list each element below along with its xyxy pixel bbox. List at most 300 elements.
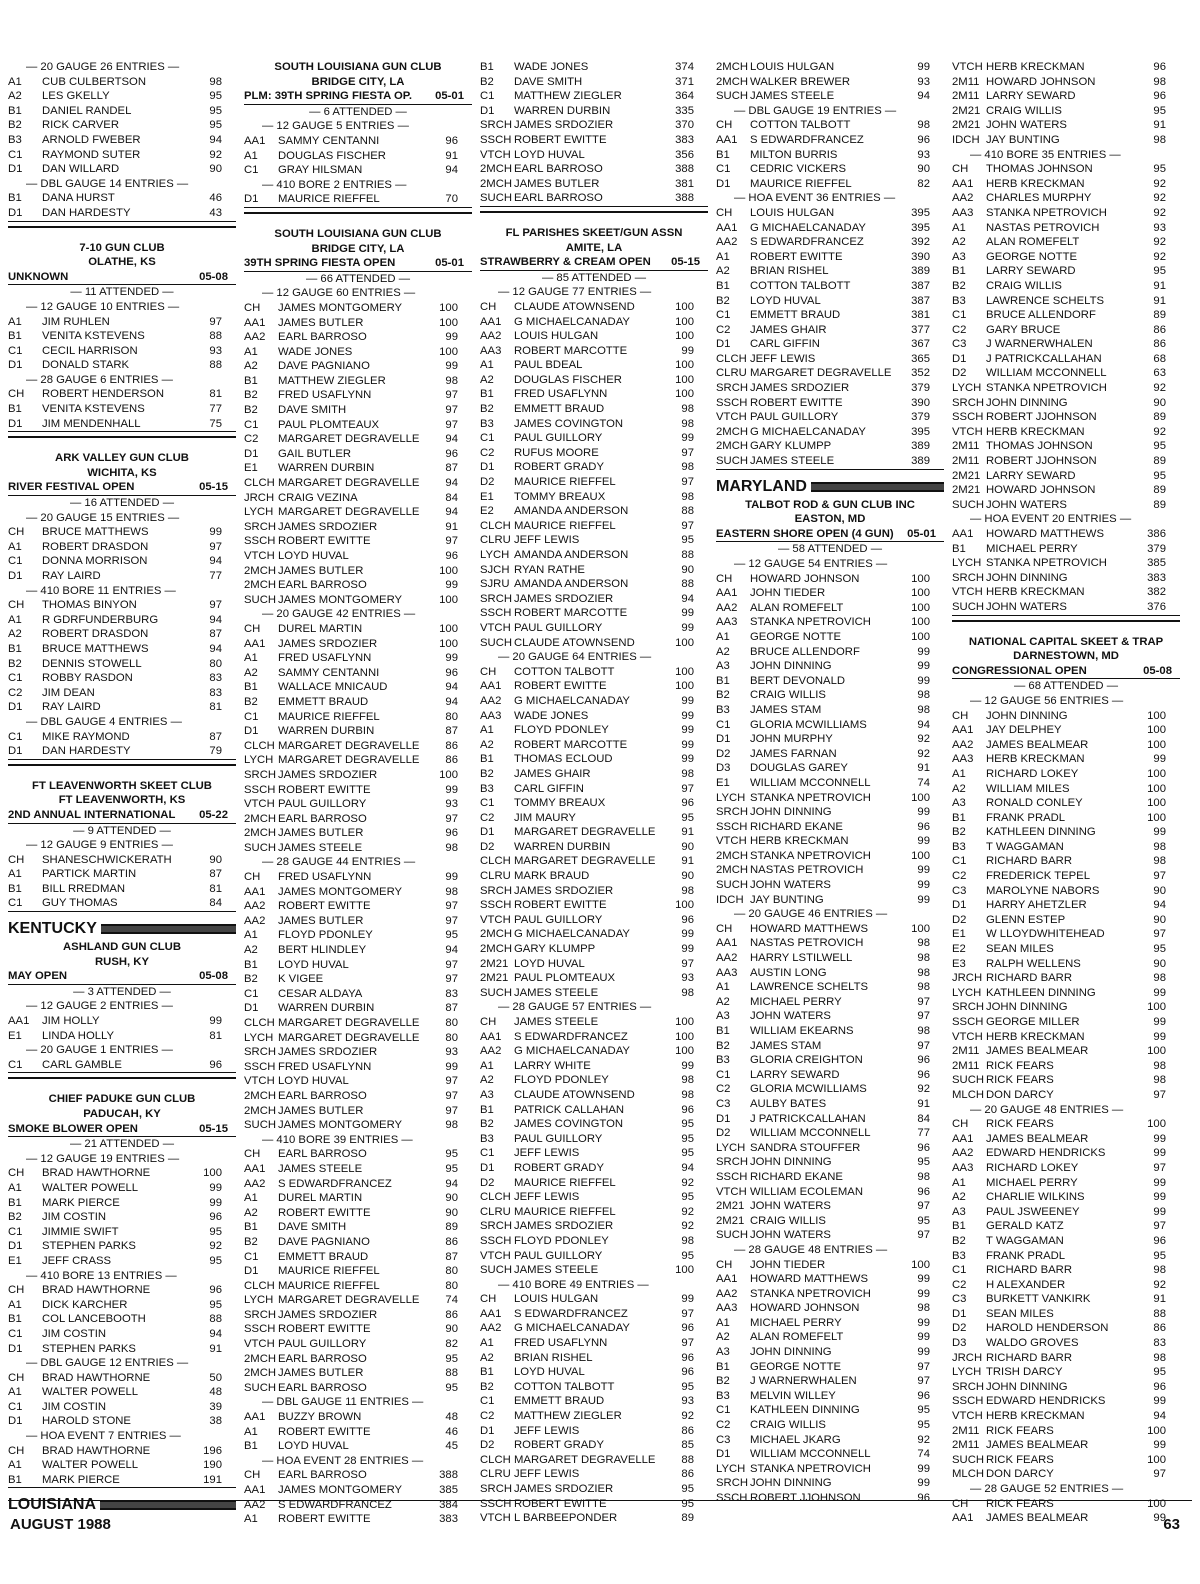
shooter-name: PAUL PLOMTEAUX: [514, 972, 616, 985]
result-row: [952, 366, 1180, 381]
class-code: AA3: [716, 966, 738, 979]
class-code: C3: [952, 338, 967, 351]
class-code: E1: [480, 490, 494, 503]
shooter-name: MAURICE RIEFFEL: [278, 1265, 380, 1278]
score: 100: [675, 359, 694, 372]
result-row: [952, 1292, 1180, 1307]
class-code: A2: [8, 628, 22, 641]
score: 90: [209, 163, 222, 176]
class-code: A1: [480, 1337, 494, 1350]
shooter-name: MAURICE RIEFFEL: [278, 1279, 380, 1292]
event-date: 05-01: [907, 527, 936, 540]
result-row: [8, 1239, 236, 1254]
shooter-name: RICK CARVER: [42, 119, 120, 132]
shooter-name: JOHN WATERS: [750, 1229, 831, 1242]
score: 100: [1147, 1497, 1166, 1510]
class-code: AA2: [244, 914, 266, 927]
shooter-name: JAMES BUTLER: [278, 316, 364, 329]
gauge-header: — 20 GAUGE 64 ENTRIES —: [498, 651, 652, 664]
score: 99: [1153, 986, 1166, 999]
class-code: E2: [480, 505, 494, 518]
shooter-name: JAMES STEELE: [278, 1162, 363, 1175]
shooter-name: BRAD HAWTHORNE: [42, 1444, 151, 1457]
class-code: D1: [244, 447, 259, 460]
result-row: [8, 344, 236, 359]
class-code: C1: [480, 1395, 495, 1408]
shooter-name: MICHAEL PERRY: [986, 1176, 1078, 1189]
class-code: 2M21: [952, 484, 981, 497]
score: 80: [445, 1031, 458, 1044]
score: 99: [917, 893, 930, 906]
score: 100: [1147, 811, 1166, 824]
class-code: B3: [716, 703, 730, 716]
shooter-name: JIMMIE SWIFT: [42, 1225, 119, 1238]
class-code: D1: [716, 177, 731, 190]
score: 91: [1153, 279, 1166, 292]
score: 97: [1153, 1468, 1166, 1481]
score: 75: [209, 417, 222, 430]
class-code: SUCH: [244, 1381, 277, 1394]
score: 90: [1153, 913, 1166, 926]
shooter-name: JAMES SRDOZIER: [514, 592, 614, 605]
result-row: [480, 1219, 708, 1234]
class-code: CLCH: [480, 855, 511, 868]
shooter-name: FRED USAFLYNN: [278, 389, 372, 402]
score: 98: [917, 966, 930, 979]
shooter-name: PAUL GUILLORY: [278, 798, 367, 811]
shooter-name: JAMES SRDOZIER: [514, 1483, 614, 1495]
score: 98: [917, 937, 930, 950]
shooter-name: DAN HARDESTY: [42, 745, 131, 758]
score: 88: [209, 330, 222, 343]
class-code: B2: [8, 657, 22, 670]
result-row: [952, 1044, 1180, 1059]
class-code: C1: [480, 432, 495, 445]
class-code: A1: [480, 359, 494, 372]
gauge-header: — 28 GAUGE 52 ENTRIES —: [970, 1483, 1124, 1495]
score: 99: [681, 621, 694, 634]
class-code: A1: [8, 613, 22, 626]
shooter-name: STANKA NPETROVICH: [750, 616, 871, 629]
shooter-name: FLOYD PDONLEY: [278, 929, 373, 942]
result-row: [480, 942, 708, 957]
score: 86: [681, 1468, 694, 1481]
shooter-name: JAMES SRDOZIER: [278, 768, 378, 781]
result-row: [952, 840, 1180, 855]
result-row: [952, 454, 1180, 469]
shooter-name: KATHLEEN DINNING: [750, 1404, 860, 1417]
class-code: CH: [952, 1118, 969, 1131]
result-row: [480, 533, 708, 548]
club-heading: AMITE, LA: [565, 241, 623, 254]
class-code: 2MCH: [244, 827, 277, 840]
class-code: SJRU: [480, 578, 510, 591]
class-code: A1: [8, 1298, 22, 1311]
class-code: B2: [952, 826, 966, 839]
score: 91: [209, 1342, 222, 1355]
score: 93: [1153, 221, 1166, 234]
shooter-name: HERB KRECKMAN: [986, 753, 1085, 766]
score: 86: [1153, 338, 1166, 351]
class-code: VTCH: [952, 586, 983, 599]
score: 96: [209, 1211, 222, 1224]
class-code: LYCH: [244, 754, 274, 767]
score: 99: [1153, 1030, 1166, 1043]
shooter-name: MARGARET DEGRAVELLE: [278, 1017, 420, 1029]
issue-date: AUGUST 1988: [10, 1516, 111, 1533]
class-code: D2: [952, 913, 967, 926]
score: 100: [675, 1264, 694, 1277]
shooter-name: DAVE PAGNIANO: [278, 360, 370, 373]
class-code: B3: [480, 417, 494, 430]
result-row: [952, 221, 1180, 236]
result-row: [8, 1166, 236, 1181]
score: 89: [1153, 309, 1166, 322]
shooter-name: MIKE RAYMOND: [42, 730, 130, 743]
result-row: [716, 1389, 944, 1404]
result-row: [716, 966, 944, 981]
class-code: AA3: [480, 709, 502, 722]
class-code: A2: [8, 90, 22, 103]
result-row: [8, 329, 236, 344]
class-code: 2M21: [952, 469, 981, 482]
score: 87: [445, 462, 458, 475]
section-divider: [480, 211, 708, 214]
class-code: B1: [8, 330, 22, 343]
class-code: C2: [952, 1278, 967, 1291]
score: 97: [917, 1360, 930, 1373]
shooter-name: RAY LAIRD: [42, 701, 101, 714]
shooter-name: GARY KLUMPP: [514, 943, 596, 956]
class-code: B3: [716, 1389, 730, 1402]
result-row: [480, 1249, 708, 1264]
class-code: B2: [480, 1380, 494, 1393]
shooter-name: JOHN DINNING: [750, 660, 832, 673]
shooter-name: RICHARD BARR: [986, 972, 1072, 985]
score: 94: [445, 944, 458, 957]
result-row: [480, 577, 708, 592]
score: 86: [1153, 1322, 1166, 1335]
state-rule: [811, 482, 944, 492]
gauge-header: — 20 GAUGE 42 ENTRIES —: [262, 608, 416, 621]
score: 92: [1153, 1278, 1166, 1291]
shooter-name: MARGARET DEGRAVELLE: [514, 1453, 656, 1466]
shooter-name: RYAN RATHE: [514, 563, 585, 576]
event-name: SMOKE BLOWER OPEN: [8, 1122, 138, 1135]
shooter-name: LES GKELLY: [42, 90, 110, 103]
class-code: AA1: [952, 724, 974, 737]
page-number: 63: [1163, 1516, 1180, 1533]
score: 97: [681, 1307, 694, 1320]
shooter-name: LOYD HUVAL: [750, 294, 821, 307]
score: 95: [1153, 1366, 1166, 1379]
score: 97: [681, 476, 694, 489]
score: 94: [209, 555, 222, 568]
class-code: 2MCH: [244, 579, 277, 592]
result-row: [952, 235, 1180, 250]
shooter-name: LOUIS HULGAN: [750, 61, 835, 73]
result-row: [952, 1307, 1180, 1322]
class-code: C1: [8, 344, 23, 357]
result-row: [716, 1272, 944, 1287]
score: 96: [917, 1185, 930, 1198]
class-code: LYCH: [244, 506, 274, 519]
score: 99: [445, 331, 458, 344]
score: 385: [439, 1484, 458, 1496]
result-row: [8, 525, 236, 540]
class-code: B2: [716, 1039, 730, 1052]
class-code: B2: [716, 294, 730, 307]
result-row: [8, 133, 236, 148]
result-row: [8, 671, 236, 686]
shooter-name: STANKA NPETROVICH: [750, 791, 871, 804]
shooter-name: LARRY SEWARD: [986, 469, 1076, 482]
shooter-name: JOHN TIEDER: [750, 1258, 826, 1271]
attendance: — 3 ATTENDED —: [73, 985, 171, 998]
result-row: [716, 118, 944, 133]
score: 96: [917, 1492, 930, 1504]
result-row: [244, 564, 472, 579]
event-date: 05-08: [199, 270, 228, 283]
shooter-name: CRAIG WILLIS: [986, 279, 1062, 292]
score: 99: [917, 1477, 930, 1490]
result-row: [480, 1146, 708, 1161]
shooter-name: BUZZY BROWN: [278, 1411, 362, 1424]
class-code: C2: [480, 1410, 495, 1423]
score: 90: [1153, 396, 1166, 409]
shooter-name: STANKA NPETROVICH: [986, 382, 1107, 395]
result-row: [8, 1312, 236, 1327]
class-code: A1: [716, 981, 730, 994]
score: 80: [209, 657, 222, 670]
score: 383: [675, 133, 694, 146]
shooter-name: COTTON TALBOTT: [514, 665, 615, 678]
result-row: [952, 782, 1180, 797]
score: 100: [675, 1045, 694, 1058]
class-code: C2: [480, 811, 495, 824]
score: 94: [1153, 899, 1166, 912]
shooter-name: R GDRFUNDERBURG: [42, 613, 159, 626]
shooter-name: DAVE SMITH: [278, 1221, 347, 1234]
class-code: AA3: [716, 1302, 738, 1315]
score: 99: [917, 835, 930, 848]
result-row: [244, 1264, 472, 1279]
class-code: A3: [952, 250, 966, 263]
score: 386: [1147, 528, 1166, 540]
result-row: [952, 352, 1180, 367]
class-code: SUCH: [480, 636, 513, 649]
class-code: A2: [952, 782, 966, 795]
shooter-name: DAN WILLARD: [42, 163, 120, 176]
score: 97: [445, 1104, 458, 1117]
shooter-name: BRUCE ALLENDORF: [750, 645, 860, 658]
shooter-name: L BARBEEPONDER: [514, 1512, 618, 1525]
result-row: [952, 337, 1180, 352]
score: 46: [209, 192, 222, 205]
shooter-name: CRAIG WILLIS: [986, 104, 1062, 117]
score: 74: [445, 1294, 458, 1307]
score: 97: [681, 446, 694, 459]
class-code: C2: [716, 323, 731, 336]
result-row: [480, 1103, 708, 1118]
score: 83: [209, 672, 222, 685]
class-code: 2M21: [716, 1214, 745, 1227]
class-code: SUCH: [716, 879, 749, 892]
score: 98: [445, 885, 458, 898]
result-row: [716, 1068, 944, 1083]
shooter-name: LOYD HUVAL: [514, 1366, 585, 1379]
gauge-header: — HOA EVENT 28 ENTRIES —: [262, 1454, 424, 1467]
class-code: 2MCH: [480, 928, 513, 941]
score: 90: [917, 163, 930, 176]
class-code: AA1: [480, 1030, 502, 1043]
result-row: [716, 878, 944, 893]
result-row: [952, 1030, 1180, 1045]
score: 95: [445, 929, 458, 942]
result-row: [952, 1409, 1180, 1424]
result-row: [716, 75, 944, 90]
shooter-name: JAMES SRDOZIER: [278, 1308, 378, 1321]
class-code: A3: [716, 1346, 730, 1359]
score: 92: [681, 1176, 694, 1189]
shooter-name: JAMES BUTLER: [278, 564, 364, 577]
result-row: [8, 1196, 236, 1211]
class-code: VTCH: [952, 1410, 983, 1423]
class-code: B2: [480, 1118, 494, 1131]
class-code: AA1: [480, 1307, 502, 1320]
score: 392: [911, 236, 930, 249]
class-code: IDCH: [952, 133, 980, 146]
event-date: 05-15: [671, 256, 700, 269]
result-row: [480, 767, 708, 782]
shooter-name: ROBERT JJOHNSON: [986, 411, 1097, 424]
score: 96: [917, 1141, 930, 1154]
result-row: [480, 75, 708, 90]
class-code: D2: [480, 1439, 495, 1452]
shooter-name: BRUCE MATTHEWS: [42, 526, 149, 539]
shooter-name: JOHN DINNING: [986, 709, 1068, 722]
shooter-name: PATRICK CALLAHAN: [514, 1103, 625, 1116]
score: 382: [1147, 586, 1166, 599]
shooter-name: AMANDA ANDERSON: [514, 578, 629, 591]
score: 94: [917, 718, 930, 731]
class-code: AA1: [244, 1484, 266, 1496]
score: 98: [681, 884, 694, 897]
shooter-name: JAMES STEELE: [514, 986, 599, 999]
shooter-name: FLOYD PDONLEY: [514, 1234, 609, 1247]
score: 77: [917, 1127, 930, 1140]
result-row: [480, 636, 708, 651]
shooter-name: JAMES STEELE: [514, 1016, 599, 1028]
score: 97: [445, 1075, 458, 1088]
shooter-name: BRIAN RISHEL: [514, 1351, 593, 1364]
result-row: [716, 645, 944, 660]
score: 87: [445, 725, 458, 738]
shooter-name: G MICHAELCANADAY: [514, 315, 630, 328]
score: 94: [681, 1161, 694, 1174]
class-code: SRCH: [480, 884, 513, 897]
score: 191: [203, 1473, 222, 1486]
result-row: [244, 622, 472, 637]
result-row: [716, 980, 944, 995]
class-code: C2: [952, 870, 967, 883]
result-row: [244, 928, 472, 943]
shooter-name: BRAD HAWTHORNE: [42, 1371, 151, 1384]
result-row: [480, 1030, 708, 1045]
shooter-name: WILLIAM MCCONNELL: [750, 1127, 871, 1140]
score: 95: [209, 104, 222, 117]
score: 79: [209, 745, 222, 758]
gauge-header: — HOA EVENT 36 ENTRIES —: [734, 192, 896, 205]
class-code: SSCH: [244, 1060, 276, 1073]
score: 98: [917, 1025, 930, 1037]
result-row: [244, 1220, 472, 1235]
score: 99: [681, 928, 694, 941]
class-code: A1: [480, 1059, 494, 1072]
score: 100: [675, 315, 694, 328]
results-column: [952, 60, 1180, 1525]
class-code: CLCH: [480, 1453, 511, 1466]
score: 92: [917, 733, 930, 746]
event-name: PLM: 39TH SPRING FIESTA OP.: [244, 90, 413, 103]
gauge-header: — 28 GAUGE 6 ENTRIES —: [26, 373, 173, 386]
result-row: [480, 1307, 708, 1322]
result-row: [480, 1059, 708, 1074]
result-row: [952, 483, 1180, 498]
class-code: MLCH: [952, 1468, 985, 1481]
class-code: AA2: [716, 952, 738, 965]
result-row: [716, 133, 944, 148]
class-code: SSCH: [480, 133, 512, 146]
score: 94: [209, 133, 222, 146]
gauge-header: — 20 GAUGE 46 ENTRIES —: [734, 908, 888, 921]
class-code: SSCH: [716, 1170, 748, 1183]
class-code: B1: [480, 753, 494, 766]
shooter-name: NASTAS PETROVICH: [750, 937, 864, 950]
class-code: AA1: [244, 316, 266, 329]
score: 93: [681, 972, 694, 985]
shooter-name: BRUCE ALLENDORF: [986, 309, 1096, 322]
result-row: [244, 637, 472, 652]
score: 97: [445, 900, 458, 913]
class-code: E3: [952, 957, 966, 970]
shooter-name: PAUL PLOMTEAUX: [278, 418, 380, 431]
result-row: [8, 1058, 236, 1074]
class-code: A1: [480, 724, 494, 737]
class-code: C2: [716, 1083, 731, 1096]
score: 80: [445, 1017, 458, 1029]
score: 50: [209, 1371, 222, 1384]
shooter-name: WARREN DURBIN: [514, 104, 611, 117]
shooter-name: GEORGE NOTTE: [750, 630, 842, 643]
shooter-name: JOHN DINNING: [750, 1477, 832, 1490]
shooter-name: ROBERT EWITTE: [514, 1497, 607, 1510]
result-row: [952, 971, 1180, 986]
score: 100: [911, 587, 930, 600]
shooter-name: DAVE SMITH: [514, 75, 583, 88]
score: 98: [445, 1119, 458, 1132]
page-footer: [10, 1516, 1180, 1540]
score: 100: [675, 1030, 694, 1043]
class-code: D1: [8, 359, 23, 372]
score: 99: [681, 1293, 694, 1306]
shooter-name: J WARNERWHALEN: [750, 1375, 857, 1388]
result-row: [952, 1176, 1180, 1191]
result-row: [952, 279, 1180, 294]
class-code: B1: [952, 542, 966, 555]
class-code: A2: [480, 1074, 494, 1087]
result-row: [480, 60, 708, 75]
